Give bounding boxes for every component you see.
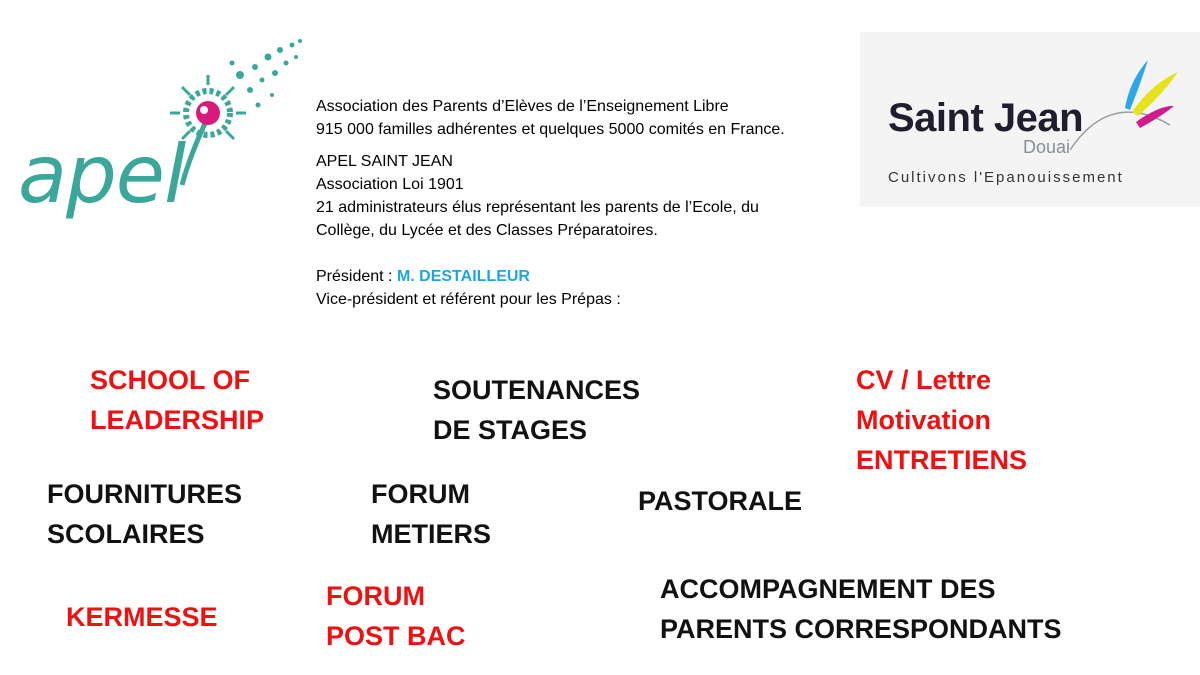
saint-jean-tagline: Cultivons l'Epanouissement [888,169,1124,186]
vice-president-line: Vice-président et référent pour les Prépas : [316,291,621,308]
activity-school-of-leadership: SCHOOL OF LEADERSHIP [90,365,265,435]
president-label: Président : [316,268,397,285]
info-line: 915 000 familles adhérentes et quelques 5000 comités en France. [316,121,785,138]
activity-cv-lettre: CV / Lettre Motivation ENTRETIENS [856,365,1028,475]
president-line [316,265,876,288]
activity-accompagnement: ACCOMPAGNEMENT DES PARENTS CORRESPONDANTS [660,574,1062,644]
activity-forum-post-bac: FORUM POST BAC [326,581,466,651]
activity-fournitures: FOURNITURES SCOLAIRES [47,479,242,549]
president-name: M. DESTAILLEUR [396,268,530,285]
saint-jean-leaves-icon [1070,50,1180,170]
activity-forum-metiers: FORUM METIERS [371,479,492,549]
activity-pastorale: PASTORALE [638,486,803,516]
info-line: Collège, du Lycée et des Classes Préparatoires. [316,222,658,239]
info-line: Association des Parents d’Elèves de l’Enseignement Libre [316,98,729,115]
saint-jean-title: Saint Jean [888,96,1084,140]
info-line: 21 administrateurs élus représentant les parents de l’Ecole, du [316,199,759,216]
association-info [316,95,876,320]
dandelion-icon [170,39,302,185]
activity-soutenances: SOUTENANCES DE STAGES [433,375,641,445]
activity-kermesse: KERMESSE [66,602,218,632]
apel-wordmark: apel [18,128,186,221]
info-line: APEL SAINT JEAN [316,153,453,170]
info-line: Association Loi 1901 [316,176,464,193]
saint-jean-city: Douai [1023,137,1071,157]
